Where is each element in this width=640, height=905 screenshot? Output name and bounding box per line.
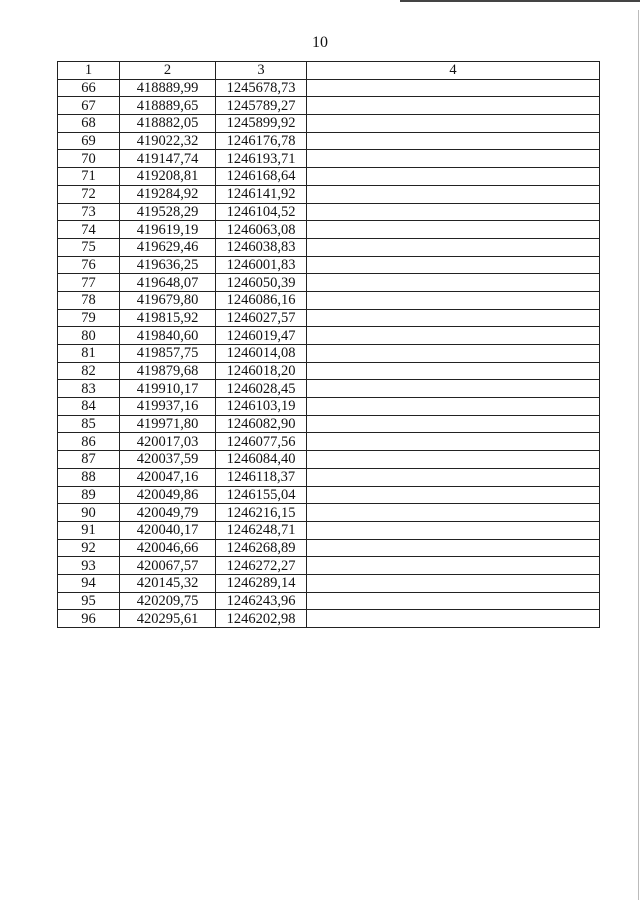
y-coordinate-cell: 1246243,96 [216,592,307,610]
x-coordinate-cell: 419636,25 [120,256,216,274]
note-cell [307,274,600,292]
point-number-cell: 75 [58,238,120,256]
point-number-cell: 69 [58,132,120,150]
scan-edge-right [638,10,639,900]
table-row [58,610,600,628]
column-header: 2 [120,62,216,80]
scan-edge-top [400,0,640,2]
table-row [58,380,600,398]
x-coordinate-cell: 419971,80 [120,415,216,433]
x-coordinate-cell: 418882,05 [120,115,216,133]
point-number-cell: 71 [58,168,120,186]
table-row [58,185,600,203]
y-coordinate-cell: 1246084,40 [216,451,307,469]
point-number-cell: 77 [58,274,120,292]
table-row [58,433,600,451]
table-row [58,398,600,416]
point-number-cell: 88 [58,468,120,486]
table-row [58,539,600,557]
point-number-cell: 83 [58,380,120,398]
x-coordinate-cell: 419679,80 [120,291,216,309]
y-coordinate-cell: 1245899,92 [216,115,307,133]
table-row [58,274,600,292]
x-coordinate-cell: 419910,17 [120,380,216,398]
x-coordinate-cell: 420295,61 [120,610,216,628]
point-number-cell: 91 [58,521,120,539]
x-coordinate-cell: 420040,17 [120,521,216,539]
table-row [58,345,600,363]
point-number-cell: 93 [58,557,120,575]
point-number-cell: 72 [58,185,120,203]
x-coordinate-cell: 419879,68 [120,362,216,380]
note-cell [307,610,600,628]
note-cell [307,309,600,327]
note-cell [307,132,600,150]
y-coordinate-cell: 1246014,08 [216,345,307,363]
y-coordinate-cell: 1246202,98 [216,610,307,628]
x-coordinate-cell: 420017,03 [120,433,216,451]
x-coordinate-cell: 420047,16 [120,468,216,486]
x-coordinate-cell: 420067,57 [120,557,216,575]
table-row [58,504,600,522]
table-row [58,132,600,150]
y-coordinate-cell: 1246019,47 [216,327,307,345]
y-coordinate-cell: 1246248,71 [216,521,307,539]
table-row [58,97,600,115]
y-coordinate-cell: 1245789,27 [216,97,307,115]
x-coordinate-cell: 419815,92 [120,309,216,327]
coordinates-table [57,61,600,628]
point-number-cell: 84 [58,398,120,416]
note-cell [307,451,600,469]
y-coordinate-cell: 1246018,20 [216,362,307,380]
table-row [58,291,600,309]
column-header: 1 [58,62,120,80]
note-cell [307,97,600,115]
point-number-cell: 90 [58,504,120,522]
note-cell [307,238,600,256]
table-row [58,115,600,133]
note-cell [307,345,600,363]
note-cell [307,362,600,380]
x-coordinate-cell: 419840,60 [120,327,216,345]
table-row [58,415,600,433]
point-number-cell: 82 [58,362,120,380]
point-number-cell: 66 [58,79,120,97]
x-coordinate-cell: 419022,32 [120,132,216,150]
column-header: 3 [216,62,307,80]
y-coordinate-cell: 1246268,89 [216,539,307,557]
y-coordinate-cell: 1246289,14 [216,574,307,592]
y-coordinate-cell: 1246155,04 [216,486,307,504]
note-cell [307,521,600,539]
x-coordinate-cell: 419648,07 [120,274,216,292]
y-coordinate-cell: 1246176,78 [216,132,307,150]
y-coordinate-cell: 1246141,92 [216,185,307,203]
x-coordinate-cell: 419857,75 [120,345,216,363]
table-body [58,79,600,627]
x-coordinate-cell: 419147,74 [120,150,216,168]
table-row [58,451,600,469]
note-cell [307,168,600,186]
y-coordinate-cell: 1246272,27 [216,557,307,575]
point-number-cell: 76 [58,256,120,274]
point-number-cell: 95 [58,592,120,610]
point-number-cell: 92 [58,539,120,557]
point-number-cell: 81 [58,345,120,363]
point-number-cell: 85 [58,415,120,433]
x-coordinate-cell: 420037,59 [120,451,216,469]
table-row [58,309,600,327]
note-cell [307,433,600,451]
point-number-cell: 78 [58,291,120,309]
y-coordinate-cell: 1246028,45 [216,380,307,398]
note-cell [307,256,600,274]
x-coordinate-cell: 419284,92 [120,185,216,203]
x-coordinate-cell: 419528,29 [120,203,216,221]
note-cell [307,327,600,345]
y-coordinate-cell: 1246104,52 [216,203,307,221]
y-coordinate-cell: 1245678,73 [216,79,307,97]
table-row [58,362,600,380]
table-row [58,557,600,575]
table-row [58,150,600,168]
point-number-cell: 80 [58,327,120,345]
x-coordinate-cell: 419937,16 [120,398,216,416]
y-coordinate-cell: 1246001,83 [216,256,307,274]
point-number-cell: 67 [58,97,120,115]
y-coordinate-cell: 1246086,16 [216,291,307,309]
y-coordinate-cell: 1246077,56 [216,433,307,451]
point-number-cell: 94 [58,574,120,592]
table-row [58,486,600,504]
y-coordinate-cell: 1246118,37 [216,468,307,486]
x-coordinate-cell: 419629,46 [120,238,216,256]
table-row [58,592,600,610]
table-row [58,521,600,539]
page-number: 10 [312,34,328,51]
y-coordinate-cell: 1246168,64 [216,168,307,186]
note-cell [307,557,600,575]
note-cell [307,221,600,239]
note-cell [307,574,600,592]
y-coordinate-cell: 1246193,71 [216,150,307,168]
point-number-cell: 89 [58,486,120,504]
table-row [58,203,600,221]
table-row [58,574,600,592]
column-header: 4 [307,62,600,80]
note-cell [307,539,600,557]
note-cell [307,592,600,610]
note-cell [307,398,600,416]
x-coordinate-cell: 420209,75 [120,592,216,610]
note-cell [307,504,600,522]
point-number-cell: 70 [58,150,120,168]
y-coordinate-cell: 1246038,83 [216,238,307,256]
x-coordinate-cell: 420145,32 [120,574,216,592]
table-header-row [58,62,600,80]
note-cell [307,203,600,221]
point-number-cell: 96 [58,610,120,628]
y-coordinate-cell: 1246063,08 [216,221,307,239]
point-number-cell: 87 [58,451,120,469]
note-cell [307,79,600,97]
point-number-cell: 73 [58,203,120,221]
x-coordinate-cell: 420049,86 [120,486,216,504]
y-coordinate-cell: 1246027,57 [216,309,307,327]
x-coordinate-cell: 420049,79 [120,504,216,522]
x-coordinate-cell: 418889,99 [120,79,216,97]
point-number-cell: 68 [58,115,120,133]
note-cell [307,468,600,486]
table-row [58,327,600,345]
table-row [58,468,600,486]
note-cell [307,185,600,203]
note-cell [307,115,600,133]
table-row [58,238,600,256]
y-coordinate-cell: 1246216,15 [216,504,307,522]
table-row [58,79,600,97]
note-cell [307,486,600,504]
x-coordinate-cell: 420046,66 [120,539,216,557]
table-row [58,256,600,274]
note-cell [307,291,600,309]
note-cell [307,415,600,433]
table-row [58,168,600,186]
table-row [58,221,600,239]
x-coordinate-cell: 418889,65 [120,97,216,115]
y-coordinate-cell: 1246050,39 [216,274,307,292]
y-coordinate-cell: 1246082,90 [216,415,307,433]
note-cell [307,150,600,168]
point-number-cell: 74 [58,221,120,239]
x-coordinate-cell: 419208,81 [120,168,216,186]
note-cell [307,380,600,398]
point-number-cell: 86 [58,433,120,451]
x-coordinate-cell: 419619,19 [120,221,216,239]
point-number-cell: 79 [58,309,120,327]
y-coordinate-cell: 1246103,19 [216,398,307,416]
